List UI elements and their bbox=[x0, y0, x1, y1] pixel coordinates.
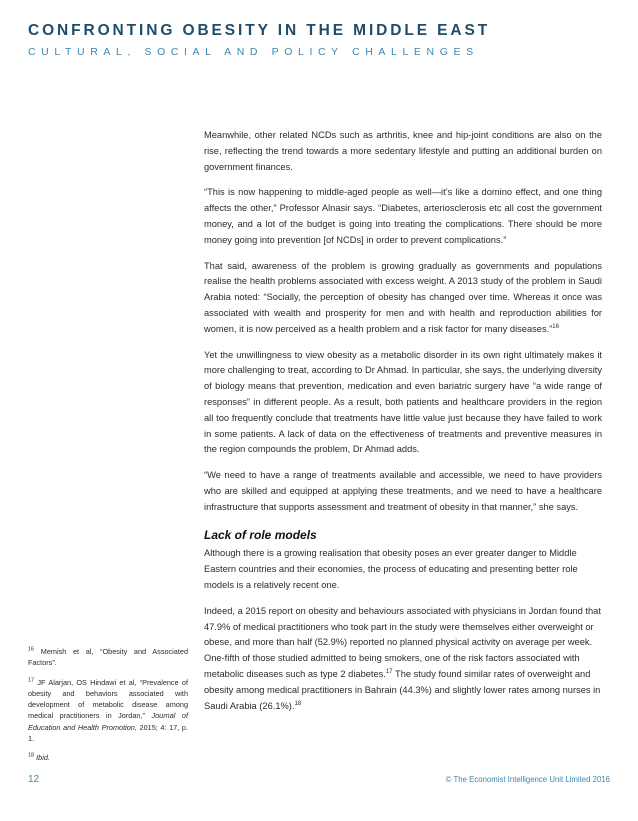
report-title: CONFRONTING OBESITY IN THE MIDDLE EAST bbox=[28, 22, 491, 39]
page-number: 12 bbox=[28, 774, 40, 785]
body-paragraph: Meanwhile, other related NCDs such as arthritis, knee and hip-joint conditions are also on the rise, reflecting the trend towards a more sedentary lifestyle and putting an additional burden on government finances. bbox=[204, 130, 602, 172]
body-paragraph: Indeed, a 2015 report on obesity and behaviours associated with physicians in Jordan found that 47.9% of medical practitioners who took part in the study were themselves either overweight or obese, and more than half (52.9%) reported no planned physical activity on average per week. One-fifth of those studied admitted to being smokers, one of the risk factors associated with metabolic diseases such as type 2 diabetes.$^{17}$ The study found similar rates of overweight and obesity among medical practitioners in Bahrain (44.3%) and slightly lower rates among nurses in Saudi Arabia (26.1%).$^{18}$ bbox=[204, 605, 601, 711]
footnote-ref: 18 bbox=[294, 700, 302, 707]
copyright-notice: © The Economist Intelligence Unit Limited 2016 bbox=[445, 775, 610, 784]
body-paragraph: Although there is a growing realisation that obesity poses an ever greater danger to Middle Eastern countries and their economies, the process of educating and presenting better role models is a relatively recent one. bbox=[204, 548, 578, 590]
footnote-18: $^{18}$ Ibid. bbox=[28, 752, 50, 763]
body-paragraph: “We need to have a range of treatments available and accessible, we need to have providers who are skilled and equipped at applying these treatments, and we need to have a healthcare infrastructure that supports assessment and treatment of obesity in that manner,” she says. bbox=[204, 470, 602, 512]
body-paragraph: “This is now happening to middle-aged people as well—it’s like a domino effect, and one thing affects the other,” Professor Alnasir says. “Diabetes, arteriosclerosis etc all cost the government money, and a lot of the budget is going into treating the complications. There should be more money going into prevention [of NCDs] in order to prevent complications.” bbox=[204, 187, 602, 245]
footnote-ref: 17 bbox=[385, 668, 393, 675]
body-paragraph: Yet the unwillingness to view obesity as a metabolic disorder in its own right ultimately makes it more challenging to treat, according to Dr Ahmad. In particular, she says, the underlying diversity of biology means that prevention, medication and even bariatric surgery have “a wide range of responses” in different people. As a result, both patients and healthcare providers in the region all too frequently conclude that treatments have little value just because they have failed to work in some patients. A lack of data on the effectiveness of treatments and preventive measures in the region compounds the problem, Dr Ahmad adds. bbox=[204, 349, 602, 455]
report-subtitle: CULTURAL, SOCIAL AND POLICY CHALLENGES bbox=[28, 46, 479, 58]
footnote-ref: 16 bbox=[552, 323, 559, 330]
section-heading: Lack of role models bbox=[204, 527, 317, 542]
footnotes bbox=[28, 646, 188, 772]
main-body-text bbox=[204, 128, 602, 724]
body-paragraph: That said, awareness of the problem is growing gradually as governments and populations realise the health problems associated with excess weight. A 2013 study of the problem in Saudi Arabia noted: “Socially, the perception of obesity has changed over time. Whereas it once was associated with wealth and prosperity for men and with health and reproduction abilities for women, it is now perceived as a health problem and a risk factor for many diseases.”$^{16}$ bbox=[204, 260, 602, 334]
footnote-17: $^{17}$ JF Alarjan, OS Hindawi et al, “Prevalence of obesity and behaviors associated with development of metabolic disease among medical practitioners in Jordan,” Journal of Education and Health Promotion, 2015; 4: 17, p. 1. bbox=[28, 677, 188, 744]
footnote-16: $^{16}$ Memish et al, “Obesity and Associated Factors”. bbox=[28, 646, 188, 668]
